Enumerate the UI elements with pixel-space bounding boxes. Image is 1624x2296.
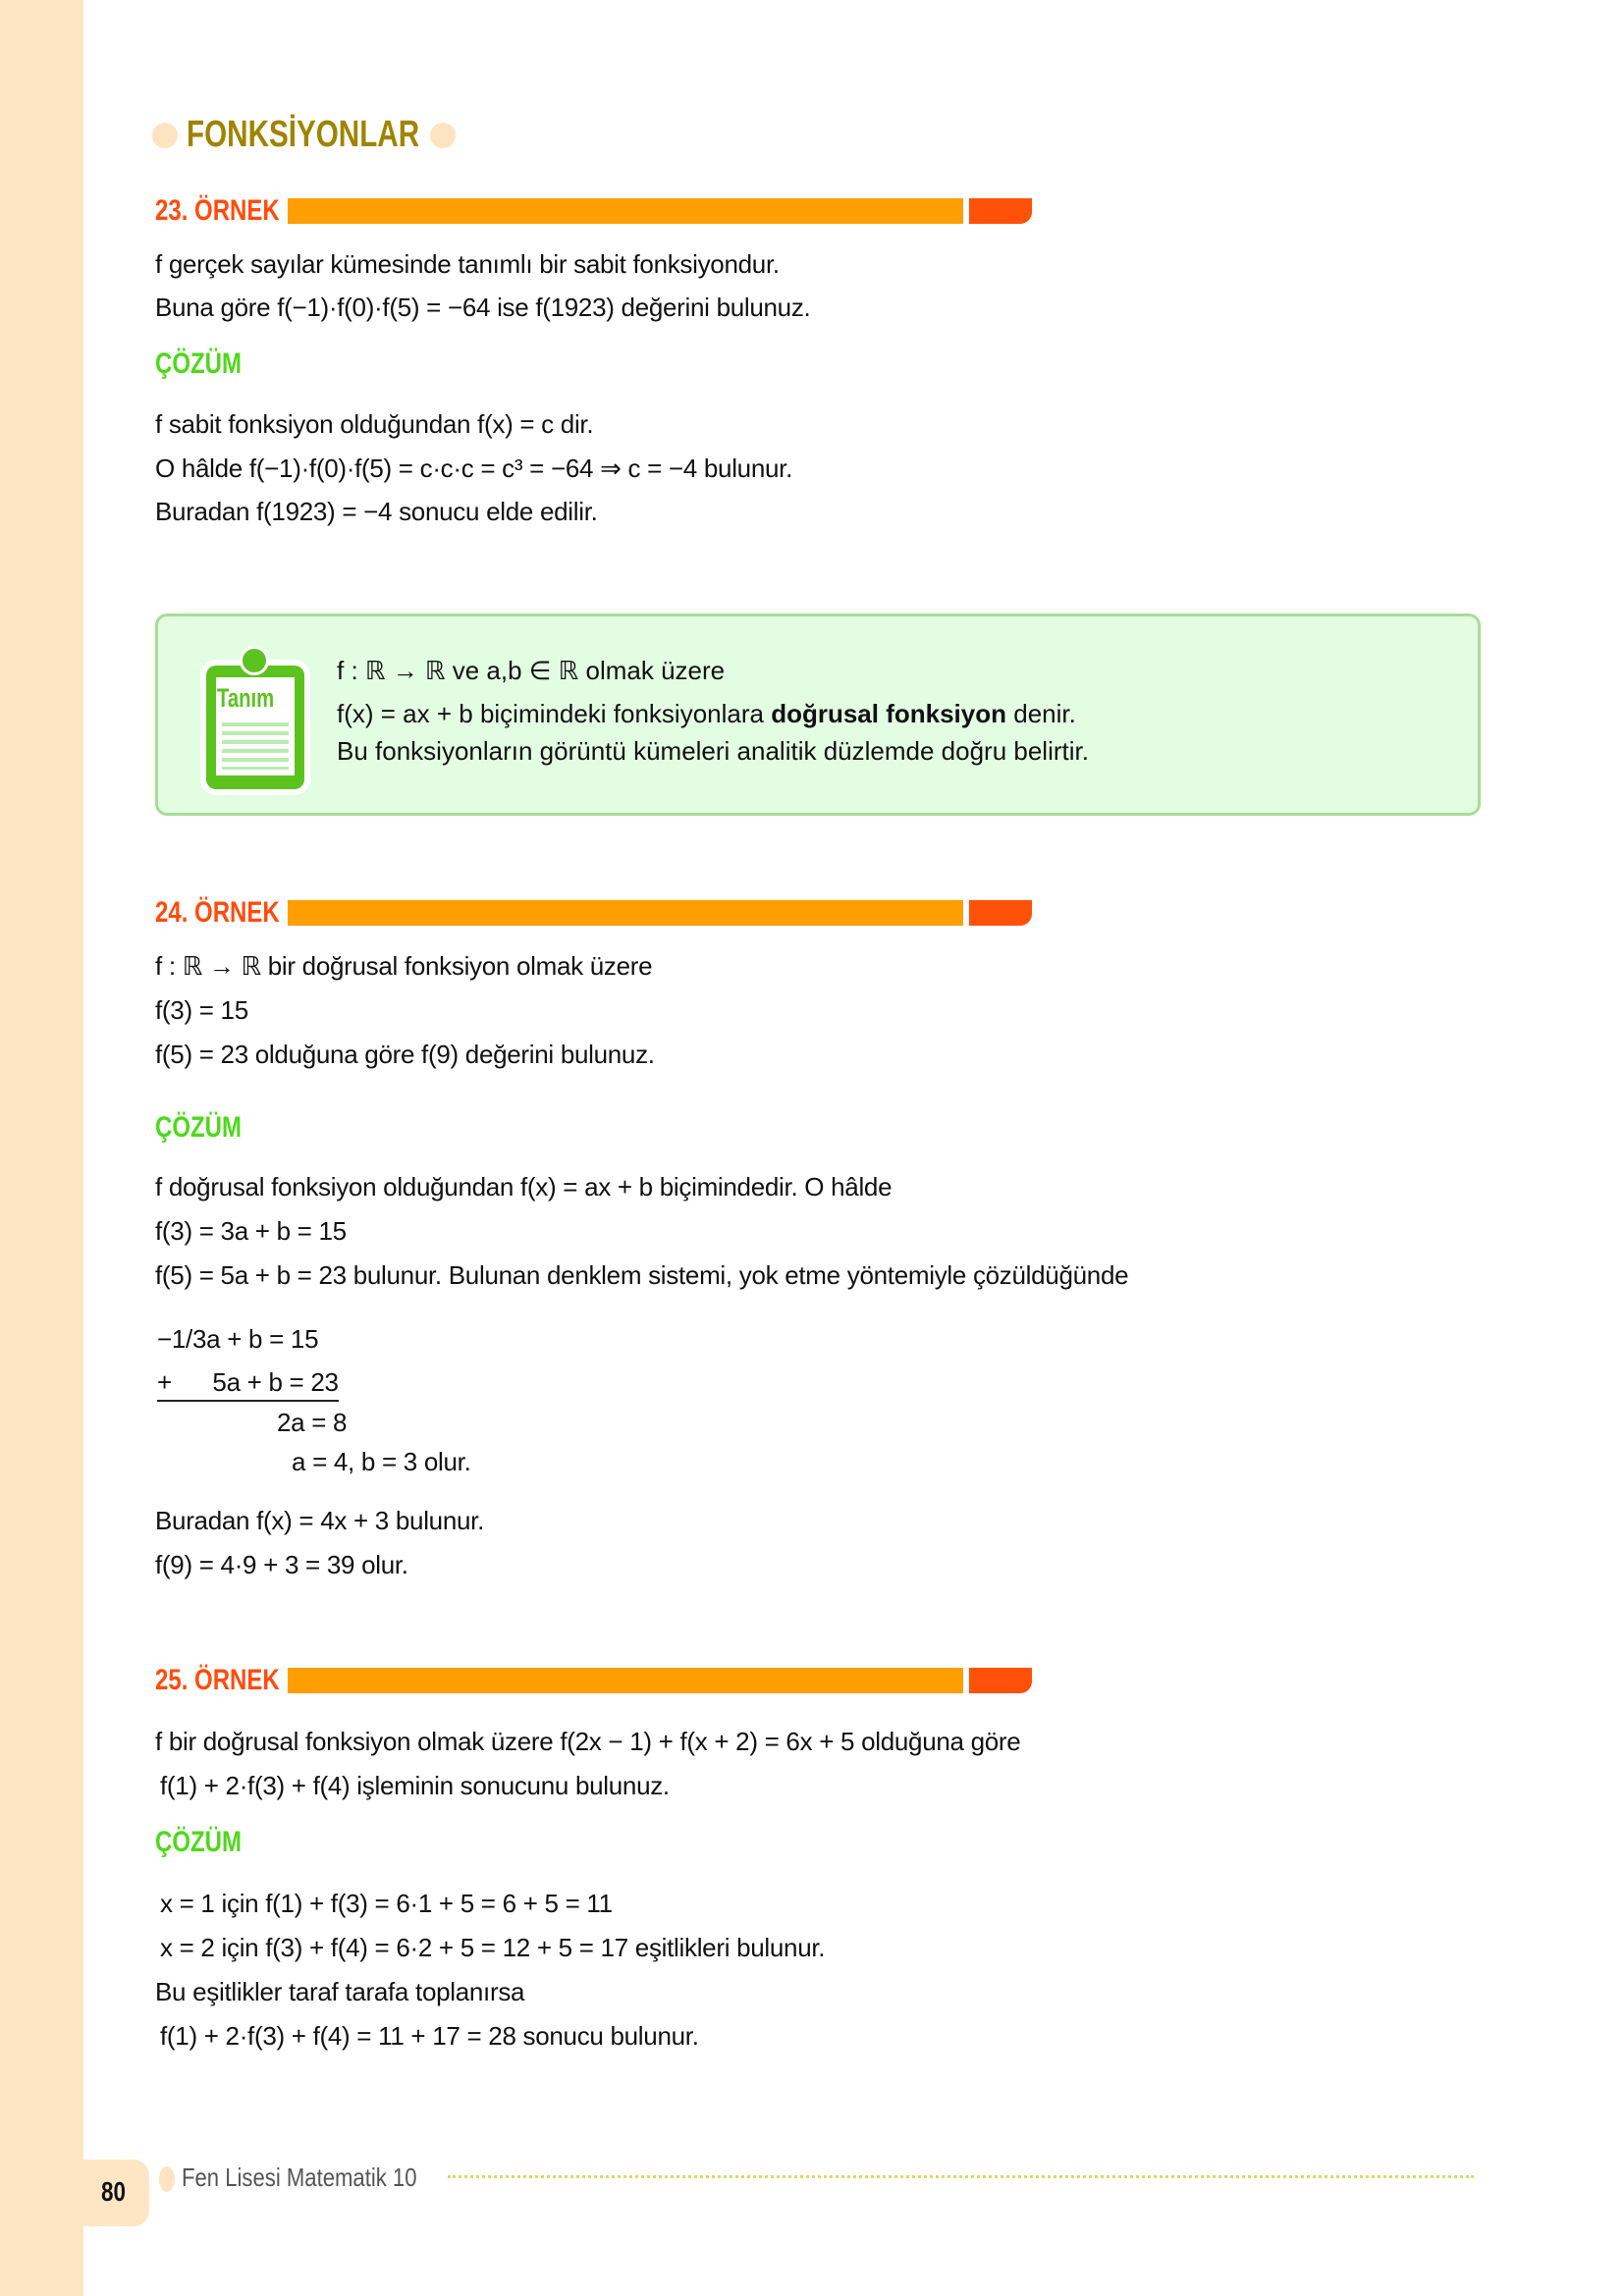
solution-label: ÇÖZÜM [155,1826,242,1858]
solution-line: f sabit fonksiyon olduğundan f(x) = c dir. [155,409,594,439]
example-23-header [155,196,1039,226]
solution-line: x = 1 için f(1) + f(3) = 6·1 + 5 = 6 + 5 = 11 [160,1889,613,1918]
bullet-dot-icon [159,2166,175,2192]
definition-text: f(x) = ax + b biçimindeki fonksiyonlara [337,699,772,728]
definition-line [337,699,1076,729]
example-title: 25. ÖRNEK [155,1664,280,1696]
question-line: Buna göre f(−1)·f(0)·f(5) = −64 ise f(1923) değerini bulunuz. [155,293,811,322]
solution-line: f doğrusal fonksiyon olduğundan f(x) = ax + b biçimindedir. O hâlde [155,1172,893,1201]
definition-line: f : ℝ → ℝ ve a,b ∈ ℝ olmak üzere [337,656,726,685]
book-title: Fen Lisesi Matematik 10 [182,2163,417,2192]
solution-line: a = 4, b = 3 olur. [292,1447,471,1476]
solution-line: O hâlde f(−1)·f(0)·f(5) = c·c·c = c³ = −64 ⇒ c = −4 bulunur. [155,454,793,483]
clipboard-icon [202,646,310,793]
solution-line: f(5) = 5a + b = 23 bulunur. Bulunan denklem sistemi, yok etme yöntemiyle çözüldüğünde [155,1260,1129,1290]
definition-box [155,614,1481,816]
solution-label: ÇÖZÜM [155,1111,242,1144]
header-bar [288,1668,963,1693]
header-bar-end [969,198,1032,224]
example-title: 24. ÖRNEK [155,896,280,929]
example-24-header [155,898,1039,928]
question-line: f(1) + 2·f(3) + f(4) işleminin sonucunu bulunuz. [160,1771,670,1800]
chapter-title: FONKSİYONLAR [187,114,420,155]
footer-dotted-rule [448,2175,1474,2178]
solution-line: f(9) = 4·9 + 3 = 39 olur. [155,1550,408,1579]
question-line: f(3) = 15 [155,995,248,1025]
solution-line: −1/3a + b = 15 [157,1324,319,1354]
solution-line: Bu eşitlikler taraf tarafa toplanırsa [155,1977,525,2006]
page-number: 80 [101,2176,126,2207]
solution-line: + 5a + b = 23 [157,1367,339,1402]
solution-line: 2a = 8 [277,1408,348,1437]
header-bar-end [969,1668,1032,1693]
example-25-header [155,1666,1039,1695]
header-bar [288,198,963,224]
definition-line: Bu fonksiyonların görüntü kümeleri analitik düzlemde doğru belirtir. [337,736,1089,766]
example-title: 23. ÖRNEK [155,194,280,227]
definition-text: denir. [1006,699,1076,728]
question-line: f bir doğrusal fonksiyon olmak üzere f(2x − 1) + f(x + 2) = 6x + 5 olduğuna göre [155,1727,1021,1756]
header-bar [288,900,963,926]
solution-line: f(1) + 2·f(3) + f(4) = 11 + 17 = 28 sonucu bulunur. [160,2021,699,2051]
definition-badge: Tanım [217,683,275,713]
solution-line: Buradan f(1923) = −4 sonucu elde edilir. [155,497,598,526]
question-line: f gerçek sayılar kümesinde tanımlı bir sabit fonksiyondur. [155,249,780,279]
bullet-dot-icon [430,123,456,148]
solution-line: f(3) = 3a + b = 15 [155,1216,347,1246]
header-bar-end [969,900,1032,926]
solution-line: x = 2 için f(3) + f(4) = 6·2 + 5 = 12 + 5 = 17 eşitlikleri bulunur. [160,1933,826,1962]
solution-label: ÇÖZÜM [155,347,242,380]
page-margin-band [0,0,83,2296]
question-line: f : ℝ → ℝ bir doğrusal fonksiyon olmak üzere [155,951,653,981]
question-line: f(5) = 23 olduğuna göre f(9) değerini bulunuz. [155,1040,655,1069]
bullet-dot-icon [152,123,178,148]
definition-term: doğrusal fonksiyon [771,699,1007,728]
solution-line: Buradan f(x) = 4x + 3 bulunur. [155,1506,484,1535]
